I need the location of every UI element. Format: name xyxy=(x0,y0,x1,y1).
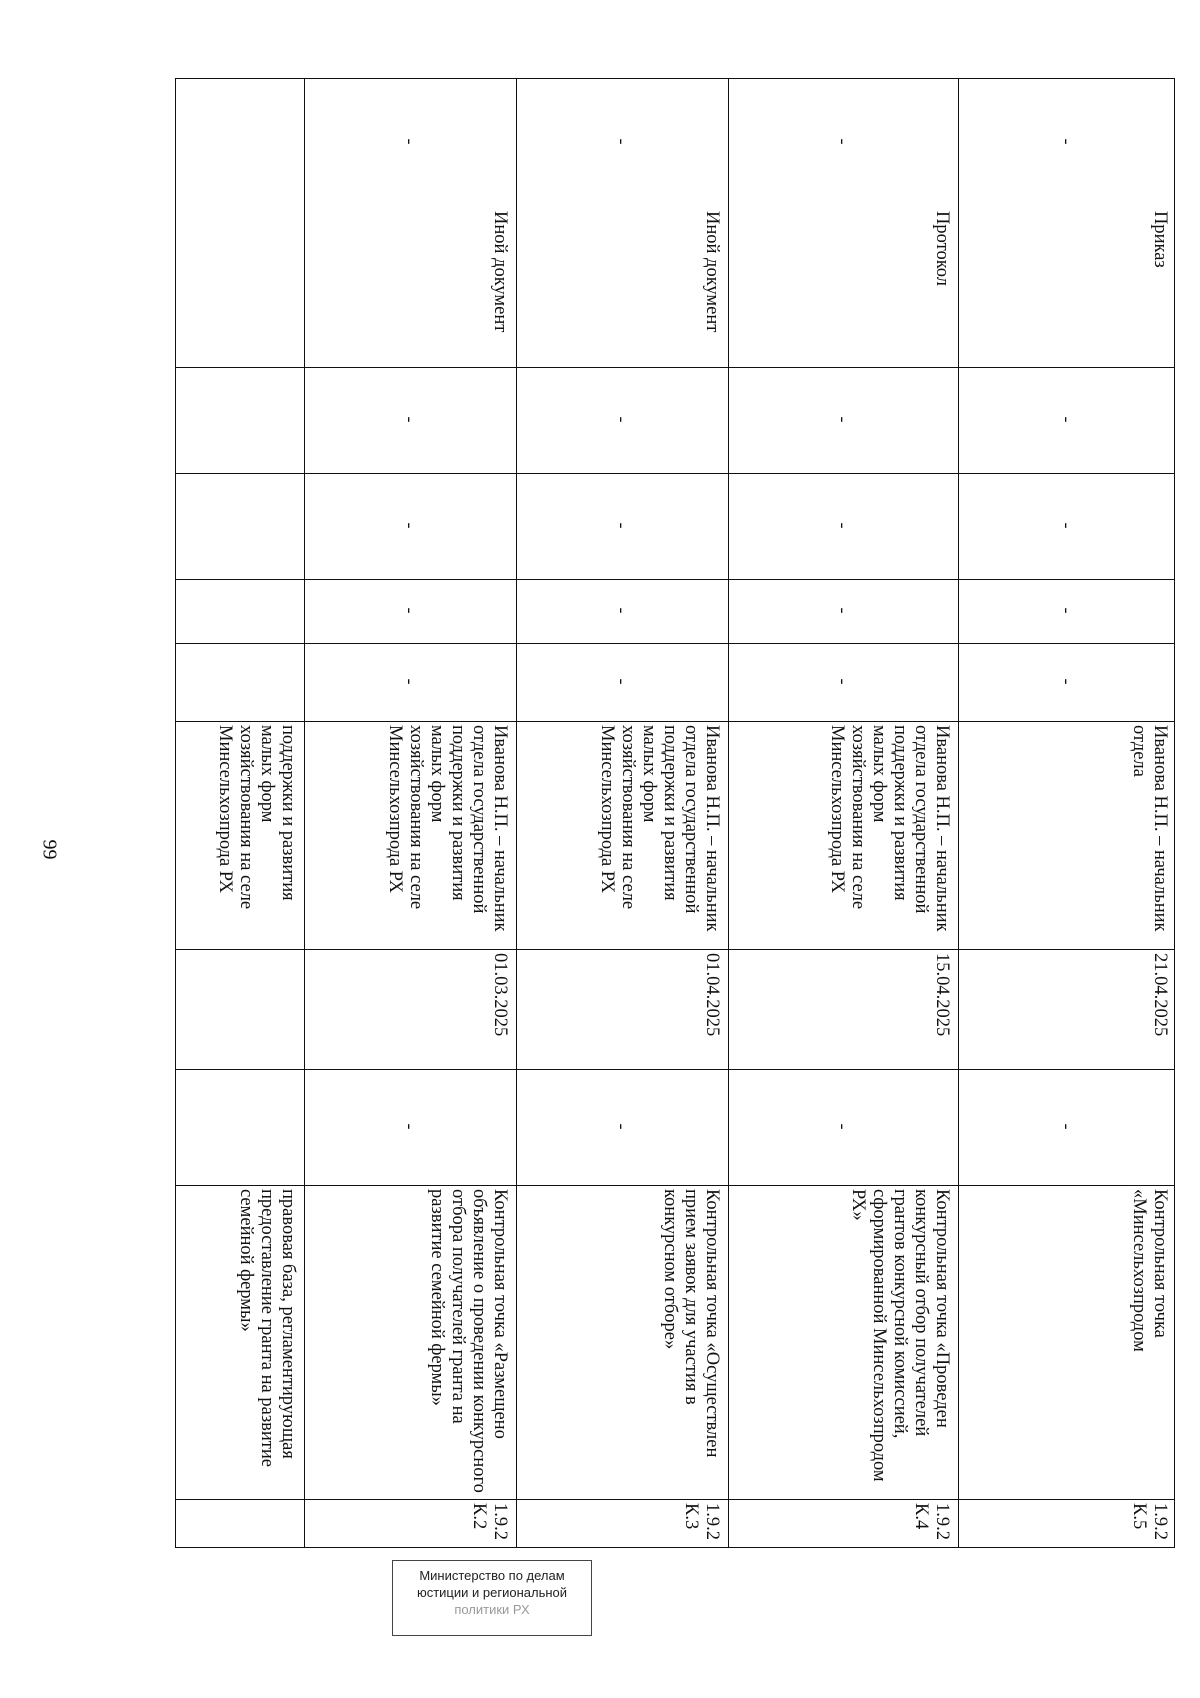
cell-name xyxy=(304,1185,516,1499)
cell-value: - xyxy=(1057,522,1078,529)
cell-value: - xyxy=(833,678,854,685)
cell-responsible xyxy=(728,721,958,949)
cell-value: - xyxy=(833,607,854,614)
cell-value: Контрольная точка «Проведен конкурсный отбор получателей грантов конкурсной комиссией, сформированной Минсельхозпродом РХ» xyxy=(848,1189,952,1487)
stamp-line-1: Министерство по делам xyxy=(419,1568,565,1583)
cell-value: поддержки и развития малых форм хозяйствования на селе Минсельхозпрода РХ xyxy=(215,725,298,914)
table-row xyxy=(176,79,305,1547)
cell-info-system xyxy=(728,79,958,207)
cell-start xyxy=(304,1069,516,1185)
cell-c6 xyxy=(304,643,516,721)
cell-value: - xyxy=(400,138,421,145)
page-number: 99 xyxy=(38,839,61,860)
cell-value: - xyxy=(400,1123,421,1130)
cell-value: 01.04.2025 xyxy=(702,953,722,1037)
cell-c6 xyxy=(728,643,958,721)
cell-id xyxy=(176,1499,304,1547)
cell-value: - xyxy=(833,416,854,423)
cell-value: 15.04.2025 xyxy=(932,953,952,1037)
cell-value: - xyxy=(1057,607,1078,614)
cell-value: Протокол xyxy=(932,211,952,286)
cell-value: - xyxy=(833,1123,854,1130)
cell-value: Иванова Н.П. – начальник отдела государственной поддержки и развития малых форм хозяйствования на селе Минсельхозпрода РХ xyxy=(597,725,722,937)
cell-doc-type xyxy=(176,207,304,367)
rotated-table xyxy=(175,78,1175,1548)
cell-responsible xyxy=(304,721,516,949)
cell-value: Иванова Н.П. – начальник отдела государственной поддержки и развития малых форм хозяйствования на селе Минсельхозпрода РХ xyxy=(827,725,952,937)
cell-start xyxy=(958,1069,1175,1185)
cell-info-system xyxy=(958,79,1175,207)
ministry-stamp xyxy=(392,1560,592,1636)
cell-value: - xyxy=(612,678,633,685)
cell-value: Приказ xyxy=(1150,211,1170,268)
cell-value: - xyxy=(833,522,854,529)
cell-responsible xyxy=(516,721,728,949)
cell-value: - xyxy=(612,138,633,145)
cell-value: - xyxy=(1057,138,1078,145)
cell-c8 xyxy=(176,473,304,579)
cell-value: - xyxy=(400,416,421,423)
cell-value: Иванова Н.П. – начальник отдела xyxy=(1129,725,1170,937)
cell-start xyxy=(516,1069,728,1185)
cell-c6 xyxy=(176,643,304,721)
cell-value: - xyxy=(612,1123,633,1130)
stamp-line-2: юстиции и региональной xyxy=(416,1585,568,1600)
cell-value: Иной документ xyxy=(702,211,722,333)
cell-value: - xyxy=(400,607,421,614)
table-row xyxy=(304,79,517,1547)
cell-responsible xyxy=(958,721,1175,949)
cell-value: 1.9.2 К.3 xyxy=(681,1503,722,1545)
cell-c6 xyxy=(958,643,1175,721)
cell-id xyxy=(304,1499,516,1547)
cell-value: Контрольная точка «Размещено объявление о проведении конкурсного отбора получателей гранта на развитие семейной фермы» xyxy=(427,1189,510,1498)
cell-start xyxy=(728,1069,958,1185)
cell-value: - xyxy=(400,678,421,685)
cell-responsible xyxy=(176,721,304,949)
stamp-line-3: политики РХ xyxy=(454,1602,530,1617)
cell-name xyxy=(958,1185,1175,1499)
cell-info-system xyxy=(516,79,728,207)
cell-value: 1.9.2 К.4 xyxy=(911,1503,952,1545)
cell-value: - xyxy=(612,416,633,423)
cell-value: Иной документ xyxy=(490,211,510,333)
cell-id xyxy=(516,1499,728,1547)
cell-value: - xyxy=(612,607,633,614)
cell-value: правовая база, регламентирующая предоставление гранта на развитие семейной фермы» xyxy=(236,1189,298,1472)
cell-name xyxy=(176,1185,304,1499)
table-row xyxy=(728,79,959,1547)
cell-id xyxy=(728,1499,958,1547)
cell-info-system xyxy=(304,79,516,207)
cell-value: 01.03.2025 xyxy=(490,953,510,1037)
cell-c6 xyxy=(516,643,728,721)
cell-end xyxy=(176,949,304,1069)
cell-value: 1.9.2 К.2 xyxy=(469,1503,510,1545)
cell-value: - xyxy=(1057,416,1078,423)
cell-id xyxy=(958,1499,1175,1547)
cell-value: - xyxy=(612,522,633,529)
cell-value: 1.9.2 К.5 xyxy=(1129,1503,1170,1545)
cell-value: Контрольная точка «Осуществлен прием заявок для участия в конкурсном отборе» xyxy=(660,1189,722,1463)
cell-value: - xyxy=(1057,678,1078,685)
cell-c9 xyxy=(176,367,304,473)
cell-value: - xyxy=(833,138,854,145)
cell-name xyxy=(516,1185,728,1499)
cell-info-system xyxy=(176,79,304,207)
cell-c7 xyxy=(176,579,304,643)
cell-value: - xyxy=(400,522,421,529)
cell-start xyxy=(176,1069,304,1185)
table-row xyxy=(958,79,1175,1547)
cell-value: Иванова Н.П. – начальник отдела государственной поддержки и развития малых форм хозяйствования на селе Минсельхозпрода РХ xyxy=(385,725,510,937)
cell-value: Контрольная точка «Минсельхозпродом xyxy=(1129,1189,1170,1352)
cell-name xyxy=(728,1185,958,1499)
cell-value: - xyxy=(1057,1123,1078,1130)
table-row xyxy=(516,79,729,1547)
cell-value: 21.04.2025 xyxy=(1150,953,1170,1037)
